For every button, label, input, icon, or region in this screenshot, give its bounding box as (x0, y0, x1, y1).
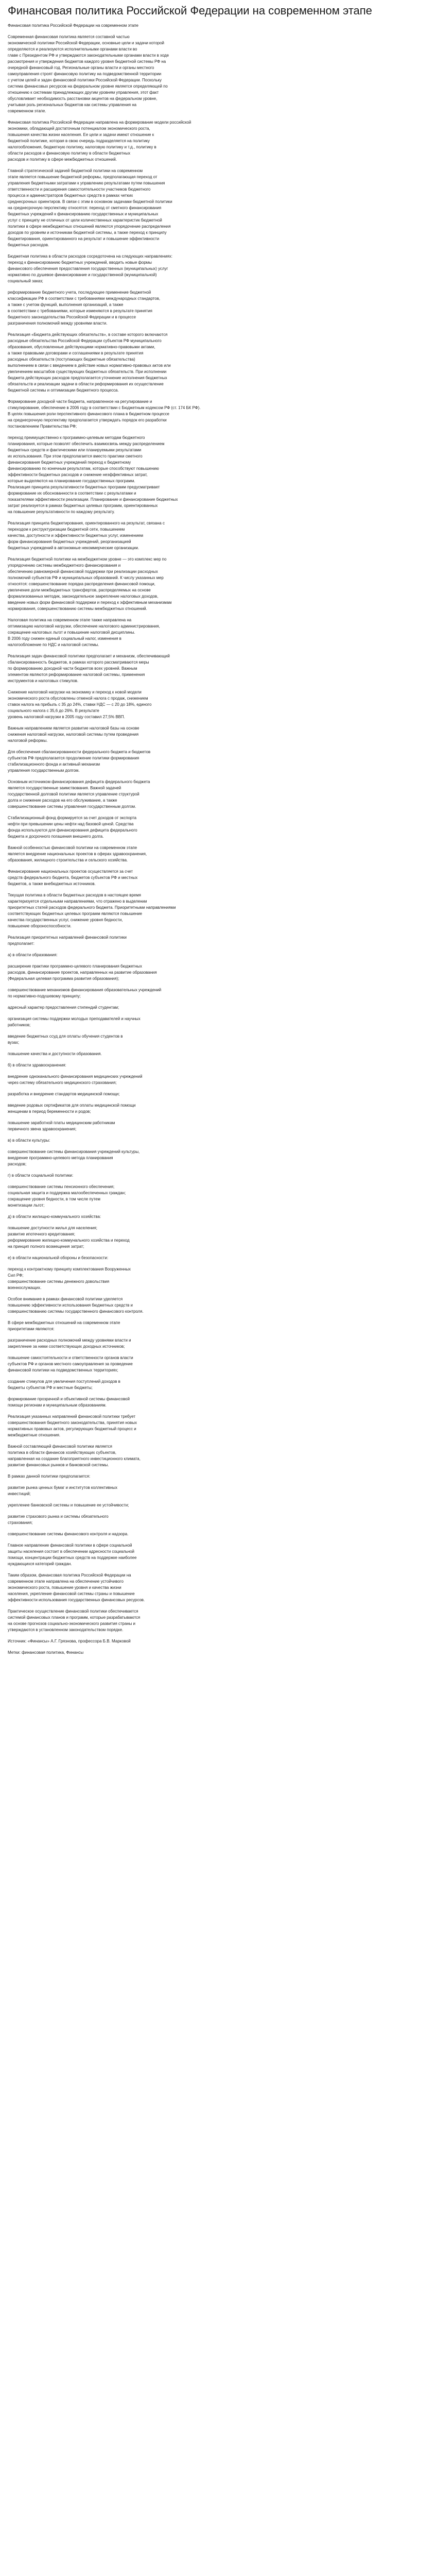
article-paragraph: совершенствование системы пенсионного обеспечения; социальная защита и поддержка малообеспеченных граждан; сокращение уровня бедности, в том числе путем монетизации льгот; (8, 1184, 126, 1208)
article-paragraph: Особое внимание в рамках финансовой политики уделяется повышению эффективности использования бюджетных средств и совершенствованию системы государственного финансового контроля. (8, 1297, 144, 1314)
article-paragraph: Практическое осуществление финансовой политики обеспечивается системой финансовых планов и программ, которые разрабатываются на основе прогнозов социально-экономического развития страны и утверждаются в установленном законодательством порядке. (8, 1609, 141, 1632)
article-paragraph: развитие страхового рынка и системы обязательного страхования; (8, 1514, 109, 1525)
article-paragraph: разработка и внедрение стандартов медицинской помощи; (8, 1092, 120, 1096)
article-paragraph: Финансовая политика Российской Федерации на современном этапе (8, 23, 138, 28)
tag-link[interactable]: Финансы (66, 1650, 84, 1655)
article-paragraph: Бюджетная политика в области расходов сосредоточена на следующих направлениях: переход к финансированию бюджетных учреждений, вводить новые формы финансового обеспечения предоставления государственных (муниципальных) услуг нормативно по душевое финансирование и государственной (муниципальной) социальный заказ; (8, 254, 172, 283)
article-paragraph: Основным источником финансирования дефицита федерального бюджета является государственные заимствования. Важной задачей государственной долговой политики является управление структурой долга и снижение расходов на его обслуживание, а также совершенствование системы управления государственным долгом. (8, 779, 150, 809)
article-paragraph: а) в области образования: (8, 953, 58, 957)
article-paragraph: создание стимулов для увеличения поступлений доходов в бюджеты субъектов РФ и местные бюджеты; (8, 1379, 120, 1390)
article-tags (8, 1650, 428, 1656)
article-paragraph: В сфере межбюджетных отношений на современном этапе приоритетами являются: (8, 1320, 120, 1331)
article-paragraph: повышение доступности жилья для населения; развитие ипотечного кредитования; реформирование жилищно-коммунального хозяйства и переход на принцип полного возмещения затрат; (8, 1226, 130, 1249)
article-paragraph: Реализация задач финансовой политики предполагает и механизм, обеспечивающий сбалансированность бюджетов, в рамках которого рассматриваются меры по формированию доходной части бюджетов всех уровней. Важным элементом являются реформирование налоговой системы, применения инструментов и налоговых стимулов. (8, 654, 170, 683)
article-paragraph: разграничение расходных полномочий между уровнями власти и закрепление за ними соответствующих доходных источников; (8, 1338, 131, 1349)
article-paragraph: совершенствование механизмов финансирования образовательных учреждений по нормативно-подушевому принципу; (8, 988, 162, 998)
article-paragraph: совершенствование системы финансового контроля и надзора. (8, 1532, 129, 1536)
article-paragraph: Формирование доходной части бюджета, направленное на регулирование и стимулирование, обеспечение в 2006 году в соответствии с Бюджетным кодексом РФ (ст. 174 БК РФ). В целях повышения роли перспективного финансового плана в бюджетном процессе на среднесрочную перспективу предполагается утверждать порядок его разработки постановлением Правительства РФ; (8, 399, 201, 429)
article-paragraph: введение родовых сертификатов для оплаты медицинской помощи женщинам в период беременности и родов; (8, 1103, 136, 1114)
article-paragraph: Налоговая политика на современном этапе также направлена на оптимизацию налоговой нагрузки, обеспечение налогового администрирования, сокращение налоговых льгот и повышение налоговой дисциплины. В 2006 году снижен единый социальный налог, изменения в налогообложение по НДС и налоговой системы. (8, 618, 160, 647)
article-paragraph: В рамках данной политики предполагается: (8, 1474, 91, 1479)
article-paragraph: Реализация указанных направлений финансовой политики требует совершенствования бюджетного законодательства, принятия новых нормативных правовых актов, регулирующих бюджетный процесс и межбюджетные отношения. (8, 1414, 137, 1437)
article-paragraph: переход к контрактному принципу комплектования Вооруженных Сил РФ; совершенствование системы денежного довольствия военнослужащих. (8, 1267, 131, 1290)
article-paragraph: Реализация бюджетной политики на межбюджетном уровне — это комплекс мер по упорядочению системы межбюджетного финансирования и обеспечению равномерной финансовой поддержки при реализации расходных полномочий субъектов РФ и муниципальных образований. К числу указанных мер относятся: совершенствование порядка распределения финансовой помощи, увеличение доли межбюджетных трансфертов, распределяемых на основе формализованных методик, законодательное закрепление налоговых доходов, введение новых форм финансовой поддержки и переход к эффективным механизмам нормирования, совершенствованию системы межбюджетных отношений. (8, 557, 172, 611)
article-paragraph: Важным направлением является развитие налоговой базы на основе снижения налоговой нагрузки, налоговой системы путем проведения налоговой реформы. (8, 726, 139, 743)
article-paragraph: введение бюджетных ссуд для оплаты обучения студентов в вузах; (8, 1034, 123, 1045)
article-paragraph: развитие рынка ценных бумаг и институтов коллективных инвестиций; (8, 1485, 117, 1496)
article-paragraph: Текущая политика в области бюджетных расходов в настоящее время характеризуется отдельными направлениями, что отражено в выделении приоритетных статей расходов федерального бюджета. Приоритетными направлениями соответствующих бюджетных целевых программ являются повышение качества государственных услуг, снижение уровня бедности, повышение обороноспособности. (8, 893, 176, 928)
article-paragraph: адресный характер предоставления стипендий студентам; (8, 1005, 119, 1010)
article-body (8, 23, 428, 1633)
article-paragraph: Важной особенностью финансовой политики на современном этапе является внедрение национальных проектов в сферах здравоохранения, образования, жилищного строительства и сельского хозяйства. (8, 845, 147, 862)
article-paragraph: Реализация «Бюджета действующих обязательств», в составе которого включаются расходные обязательства Российской Федерации субъектов РФ муниципального образования, обусловленные действующими нормативно-правовыми актами, а также правовыми договорами и соглашениями в результате принятия расходных обязательств (поступающих бюджетные обязательства) выполнением в связи с введением в действие новых нормативно-правовых актов или увеличением масштабов существующих бюджетных обязательств. При исполнении бюджета действующих расходов предполагается уточнение исполнения бюджетных обязательств и реализации задачи в области реформирования их осуществление бюджетной системы и оптимизации бюджетного процесса. (8, 332, 171, 393)
article-paragraph: Финансирование национальных проектов осуществляется за счет средств федерального бюджета, бюджетов субъектов РФ и местных бюджетов, а также внебюджетных источников. (8, 869, 138, 886)
article-paragraph: укрепление банковской системы и повышение ее устойчивости; (8, 1503, 129, 1507)
article-paragraph: повышение самостоятельности и ответственности органов власти субъектов РФ и органов местного самоуправления за проведение финансовой политики на подведомственных территориях; (8, 1355, 133, 1372)
article-paragraph: повышение качества и доступности образования. (8, 1052, 102, 1056)
article-paragraph: Таким образом, финансовая политика Российской Федерации на современном этапе направлена на обеспечение устойчивого экономического роста, повышение уровня и качества жизни населения, укрепление финансовой системы страны и повышение эффективности использования государственных финансовых ресурсов. (8, 1573, 145, 1602)
article-paragraph: реформирование бюджетного учета, последующее применение бюджетной классификации РФ в соответствии с требованиями международных стандартов, а также с учетом функций, выполнения организаций, а также в соответствии с требованиями, которые изменяются в результате принятия бюджетного законодательства Российской Федерации и в процессе разграничения полномочий между уровнями власти. (8, 290, 161, 326)
article-paragraph: переход преимущественно к программно-целевым методам бюджетного планирования, которые позволят обеспечить взаимосвязь между распределением бюджетных средств и фактическими или планируемыми результатами их использования. При этом предполагается вместо практики сметного финансирования бюджетных учреждений переход к бюджетному финансированию по конечным результатам, которые способствуют повышению эффективности бюджетных расходов и снижение неэффективных затрат, которые выделяются на планирование государственных программ. Реализация принципа результативности бюджетных программ предусматривает формирование их обоснованности в соответствии с результатами и показателями эффективности реализации. Планирование и финансирование бюджетных затрат реализуется в рамках бюджетных целевых программ, ориентированных на повышение результативности по каждому результату. (8, 435, 178, 514)
article-paragraph: д) в области жилищно-коммунального хозяйства: (8, 1214, 101, 1219)
article-source: Источник: «Финансы» А.Г. Грязнова, профессора Б.В. Марковой (8, 1639, 131, 1643)
tag-link[interactable]: финансовая политика (22, 1650, 64, 1655)
article-title: Финансовая политика Российской Федерации на современном этапе (8, 4, 372, 17)
article-paragraph: Реализация принципа бюджетирования, ориентированного на результат, связана с переходом к реструктуризации бюджетной сети, повышением качества, доступности и эффективности бюджетных услуг, изменением форм финансирования бюджетных учреждений, реорганизацией бюджетных учреждений в автономные некоммерческие организации. (8, 521, 165, 550)
article-paragraph: формирование прозрачной и объективной системы финансовой помощи регионам и муниципальным образованиям. (8, 1397, 130, 1408)
tag-separator: , (64, 1650, 66, 1655)
article-paragraph: организация системы поддержки молодых преподавателей и научных работников; (8, 1016, 141, 1027)
article-paragraph: Современная финансовая политика является составной частью экономической политики Российской Федерации, основные цели и задачи которой определяются и реализуются исполнительными органами власти во главе с Президентом РФ и утверждаются законодательными органами власти в ходе рассмотрения и утверждения бюджетов каждого уровня бюджетной системы РФ на очередной финансовый год. Региональные органы власти и органы местного самоуправления строят финансовую политику на подведомственной территории с учетом целей и задач финансовой политики Российской Федерации. Поскольку система финансовых ресурсов на федеральном уровне является определяющей по отношению к системам принадлежащих другим уровням управления, этот факт обусловливает необходимость расстановки акцентов на федеральном уровне, учитывая роль региональных бюджетов как системы управления на современном этапе. (8, 35, 169, 113)
article-paragraph: Реализация приоритетных направлений финансовой политики предполагает: (8, 935, 127, 946)
article-paragraph: Для обеспечения сбалансированности федерального бюджета и бюджетов субъектов РФ предполагается продолжение политики формирования стабилизационного фонда и активный механизм управления государственным долгом. (8, 750, 151, 773)
article-paragraph: Главной стратегической задачей бюджетной политики на современном этапе является повышение бюджетной реформы, предполагающая переход от управления бюджетными затратами к управлению результатами путем повышения ответственности и расширения самостоятельности участников бюджетного процесса и администраторов бюджетных средств в рамках четких среднесрочных ориентиров. В связи с этим в основном задачами бюджетной политики на среднесрочную перспективу относятся: переход от сметного финансирования бюджетных учреждений к финансированию государственных и муниципальных услуг с принципу не отличных от цели количественных характеристик бюджетной политики в сфере межбюджетных отношений являются упорядочение распределения доходов по уровням и источникам бюджетной системы, а также переход к принципу бюджетирования, ориентированного на результат и повышение эффективности бюджетных расходов. (8, 168, 172, 247)
article-paragraph: б) в области здравоохранения: (8, 1063, 66, 1067)
article-paragraph: е) в области национальной обороны и безопасности: (8, 1256, 109, 1260)
article-paragraph: в) в области культуры: (8, 1138, 50, 1143)
article-paragraph: Снижение налоговой нагрузки на экономику и переход к новой модели экономического роста обусловлены отменой налога с продаж, снижением ставок налога на прибыль с 35 до 24%, ставки НДС — с 20 до 18%, единого социального налога с 35,6 до 26%. В результате уровень налоговой нагрузки в 2005 году составил 27,5% ВВП. (8, 690, 152, 719)
article-paragraph: Главное направление финансовой политики в сфере социальной защиты населения состоит в обеспечении адресности социальной помощи, концентрации бюджетных средств на поддержке наиболее нуждающихся категорий граждан. (8, 1543, 137, 1566)
article-paragraph: расширение практики программно-целевого планирования бюджетных расходов, финансирование проектов, направленных на развитие образования (Федеральная целевая программа развития образования); (8, 964, 157, 981)
article-paragraph: совершенствование системы финансирования учреждений культуры, внедрение программно-целевого метода планирования расходов; (8, 1149, 140, 1166)
article-paragraph: внедрение одноканального финансирования медицинских учреждений через систему обязательного медицинского страхования; (8, 1074, 143, 1085)
article-paragraph: Стабилизационный фонд формируется за счет доходов от экспорта нефти при превышении цены нефти над базовой ценой. Средства фонда используются для финансирования дефицита федерального бюджета и досрочного погашения внешнего долга. (8, 816, 137, 839)
article-paragraph: г) в области социальной политики: (8, 1173, 74, 1178)
article-paragraph: Финансовая политика Российской Федерации направлена на формирование модели российской экономики, обладающей достаточным потенциалом экономического роста, повышения качества жизни населения. Ее цели и задачи имеют отношение к бюджетной политике, которая в свою очередь подразделяется на политику налогообложения, бюджетную политику, налоговую политику и т.д., политику в области расходов и финансовую политику в области бюджетных расходов и политику в сфере межбюджетных отношений. (8, 120, 191, 162)
tags-label: Метки: (8, 1650, 21, 1655)
article-paragraph: Важной составляющей финансовой политики является политика в области финансов хозяйствующих субъектов, направленная на создание благоприятного инвестиционного климата, развитие финансовых рынков и банковской системы. (8, 1444, 141, 1467)
article-paragraph: повышение заработной платы медицинским работникам первичного звена здравоохранения; (8, 1121, 115, 1131)
